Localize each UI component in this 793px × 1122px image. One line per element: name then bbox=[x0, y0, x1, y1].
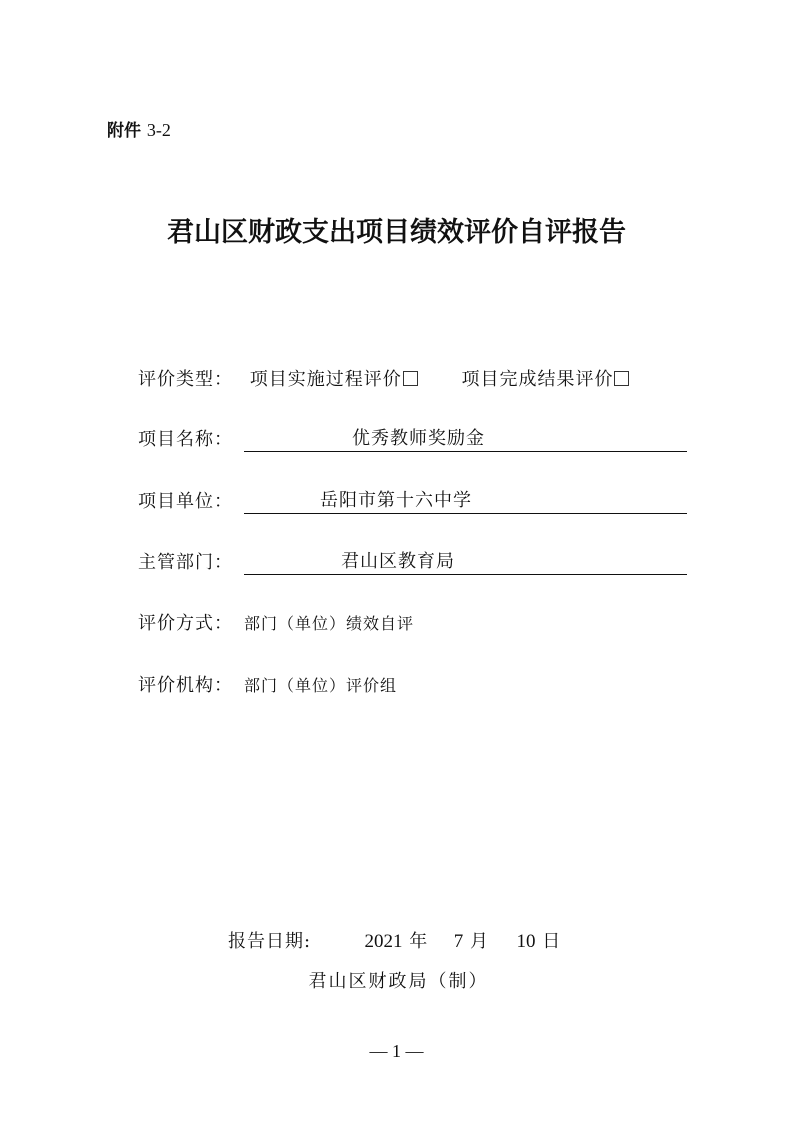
eval-method-row bbox=[138, 610, 244, 638]
issuer-label: 君山区财政局（制） bbox=[308, 971, 489, 992]
report-date-year-unit: 年 bbox=[409, 931, 429, 952]
eval-method-label: 评价方式： bbox=[138, 613, 233, 634]
eval-type-process-checkbox[interactable] bbox=[403, 371, 418, 386]
attachment-label bbox=[107, 116, 171, 141]
report-date-month-unit: 月 bbox=[469, 931, 489, 952]
project-unit-row bbox=[138, 488, 244, 516]
project-name-row bbox=[138, 426, 244, 454]
department-row bbox=[138, 549, 244, 577]
project-unit-value: 岳阳市第十六中学 bbox=[320, 490, 472, 511]
department-field[interactable] bbox=[244, 550, 687, 575]
eval-org-label: 评价机构： bbox=[138, 675, 233, 696]
page-number: — 1 — bbox=[369, 1041, 424, 1061]
eval-type-row bbox=[138, 366, 629, 394]
eval-type-process-option[interactable] bbox=[250, 366, 418, 394]
report-date-month: 7 bbox=[453, 931, 464, 952]
eval-org-value: 部门（单位）评价组 bbox=[244, 676, 398, 695]
eval-type-result-checkbox[interactable] bbox=[614, 371, 629, 386]
report-date-year: 2021 bbox=[364, 931, 403, 952]
eval-type-result-option[interactable] bbox=[461, 366, 629, 394]
project-name-field[interactable] bbox=[244, 427, 687, 452]
eval-method-value: 部门（单位）绩效自评 bbox=[244, 614, 415, 633]
project-name-value: 优秀教师奖励金 bbox=[352, 428, 485, 449]
eval-type-process-label: 项目实施过程评价 bbox=[249, 369, 402, 390]
project-unit-field[interactable] bbox=[244, 489, 687, 514]
eval-type-result-label: 项目完成结果评价 bbox=[461, 369, 614, 390]
project-unit-label: 项目单位： bbox=[138, 491, 233, 512]
report-date-day-unit: 日 bbox=[542, 931, 562, 952]
department-value: 君山区教育局 bbox=[341, 551, 455, 572]
project-name-label: 项目名称： bbox=[138, 429, 233, 450]
report-date-label: 报告日期: bbox=[228, 931, 312, 952]
report-title: 君山区财政支出项目绩效评价自评报告 bbox=[167, 217, 626, 248]
eval-org-row bbox=[138, 672, 244, 700]
department-label: 主管部门： bbox=[138, 552, 233, 573]
report-date-day: 10 bbox=[516, 931, 536, 952]
attachment-prefix: 附件 bbox=[107, 121, 141, 141]
attachment-number: 3-2 bbox=[146, 120, 171, 140]
report-date-row bbox=[228, 927, 561, 953]
eval-type-label: 评价类型： bbox=[138, 369, 233, 390]
